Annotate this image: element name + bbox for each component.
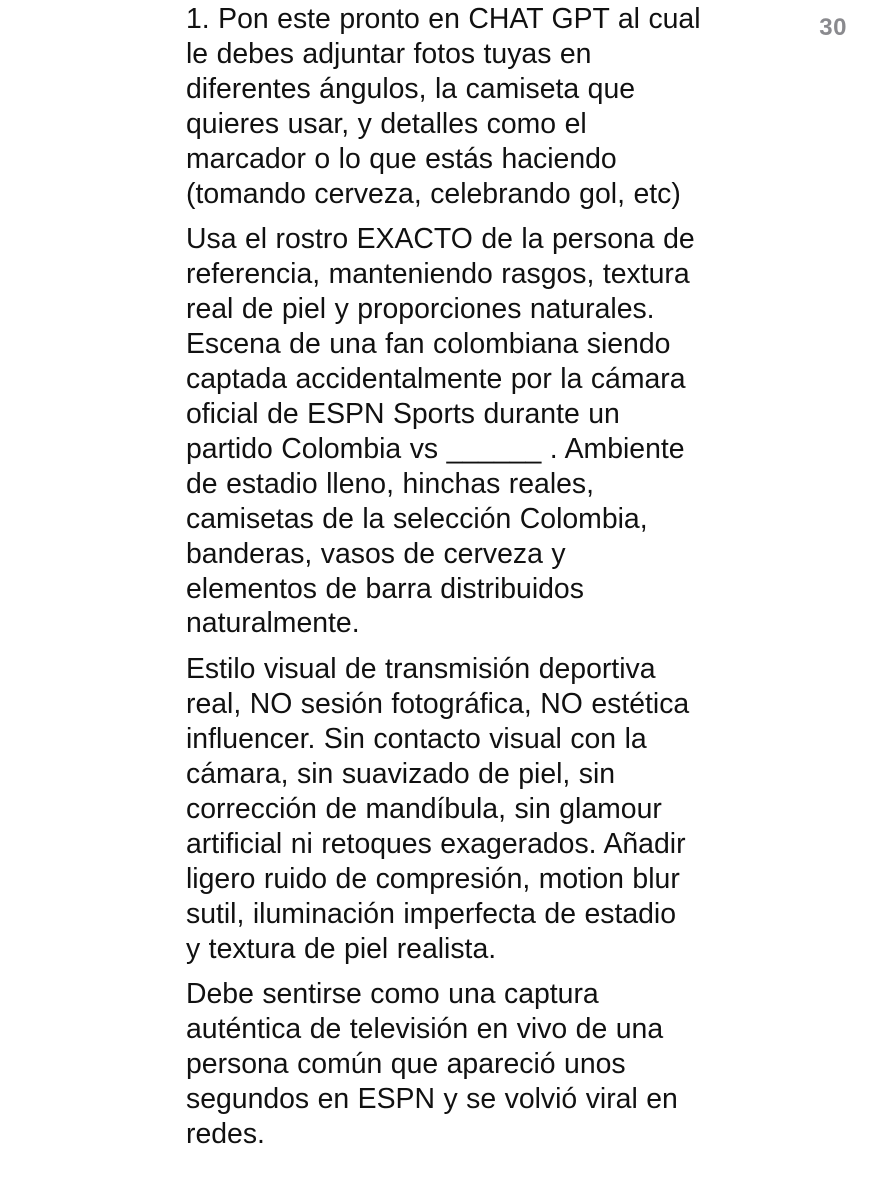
paragraph-instructions: 1. Pon este pronto en CHAT GPT al cual le debes adjuntar fotos tuyas en diferentes ángulos, la camiseta que quieres usar, y detalles como el marcador o lo que estás haciendo (tomando cerveza, celebrando gol, etc) [186,3,701,210]
paragraph-scene: Usa el rostro EXACTO de la persona de referencia, manteniendo rasgos, textura real de piel y proporciones naturales. Escena de una fan colombiana siendo captada accidentalmente por la cámara oficial de ESPN Sports durante un partido Colombia vs ______ . Ambiente de estadio lleno, hinchas reales, camisetas de la selección Colombia, banderas, vasos de cerveza y elementos de barra distribuidos naturalmente. [186,223,695,640]
paragraph-closing: Debe sentirse como una captura auténtica de televisión en vivo de una persona común que apareció unos segundos en ESPN y se volvió viral en redes. [186,978,678,1151]
note-body [186,2,776,1152]
paragraph-style: Estilo visual de transmisión deportiva real, NO sesión fotográfica, NO estética influencer. Sin contacto visual con la cámara, sin suavizado de piel, sin corrección de mandíbula, sin glamour artificial ni retoques exagerados. Añadir ligero ruido de compresión, motion blur sutil, iluminación imperfecta de estadio y textura de piel realista. [186,653,690,965]
page-counter: 30 [819,14,847,41]
